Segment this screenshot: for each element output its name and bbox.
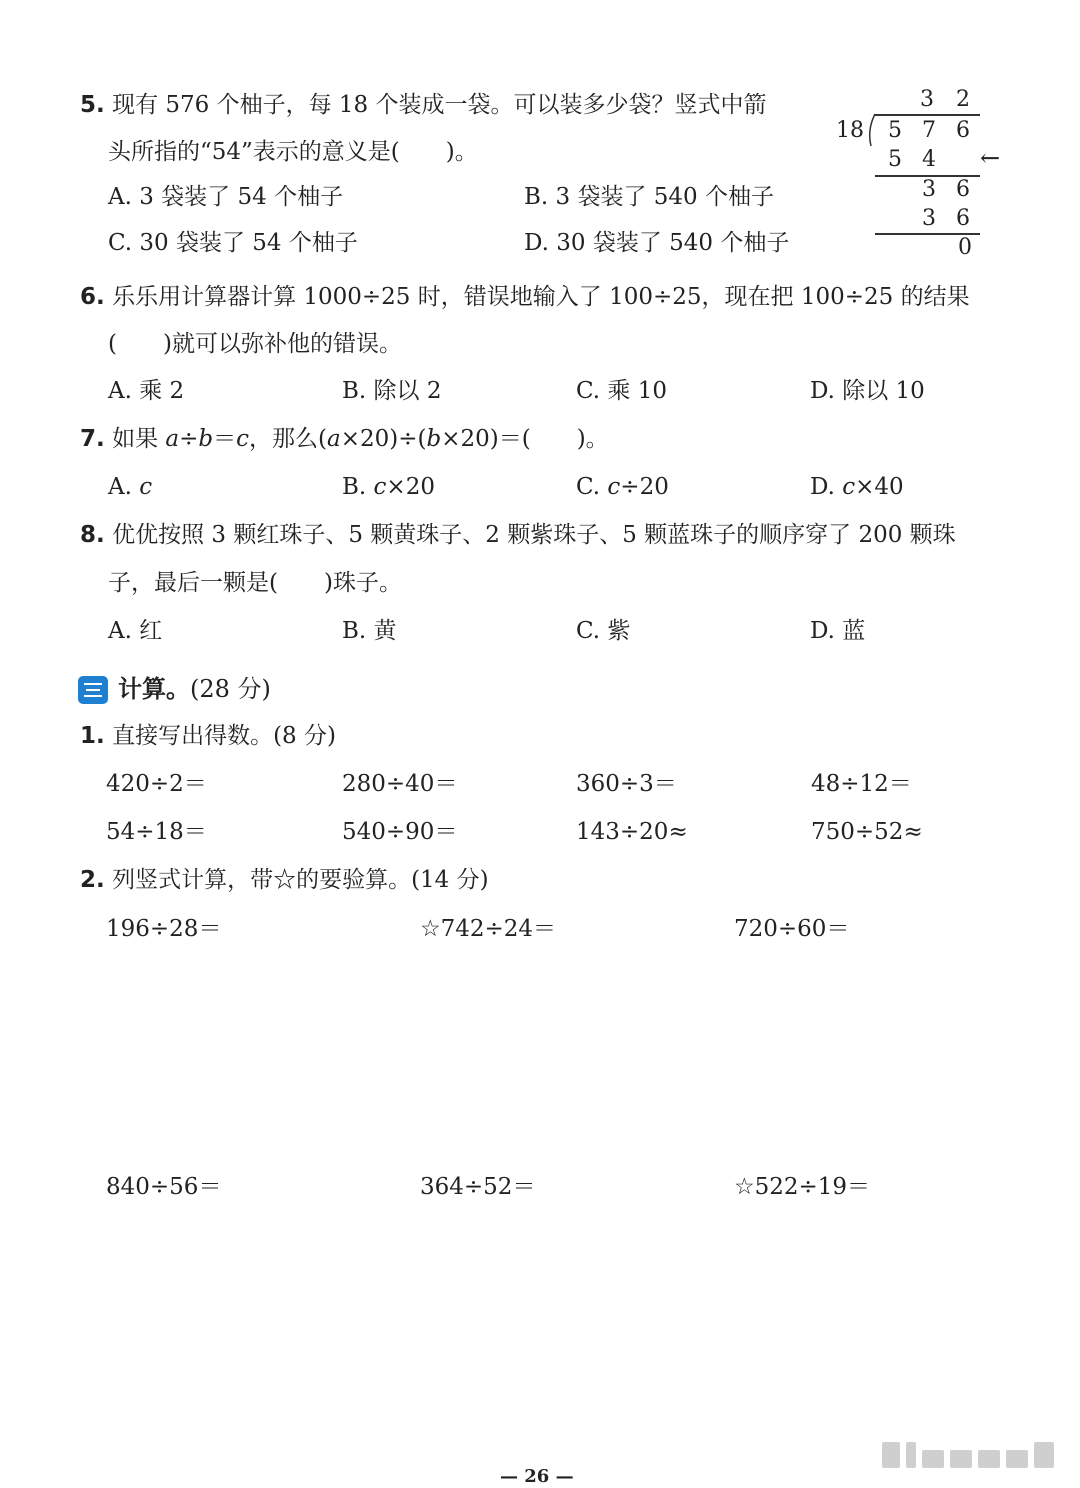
q6-text-1: 乐乐用计算器计算 1000÷25 时，错误地输入了 100÷25，现在把 100÷25 的结果: [112, 284, 970, 310]
option-text: ÷20: [620, 474, 669, 500]
division-bracket: [864, 113, 880, 147]
q7-option-b[interactable]: [342, 472, 435, 502]
q8-text-1: 优优按照 3 颗红珠子、5 颗黄珠子、2 颗紫珠子、5 颗蓝珠子的顺序穿了 200 颗珠: [112, 522, 956, 548]
q6-line1: [80, 282, 970, 312]
step1-digit-2: 4: [922, 147, 936, 172]
option-label: D.: [810, 474, 843, 500]
q7-var-a: a: [165, 426, 180, 452]
c1-expr-5: 54÷18＝: [106, 819, 207, 845]
c1-heading: [80, 721, 336, 751]
c2-expr-6: ☆522÷19＝: [734, 1174, 871, 1200]
q5-option-d[interactable]: D. 30 袋装了 540 个柚子: [524, 230, 790, 256]
page-number: — 26 —: [500, 1466, 574, 1487]
c2-expr-4: 840÷56＝: [106, 1174, 222, 1200]
step3-digit-1: 3: [922, 206, 936, 231]
q8-option-c[interactable]: C. 紫: [576, 618, 631, 644]
option-label: C.: [576, 474, 608, 500]
c2-expr-1: 196÷28＝: [106, 916, 222, 942]
q7-var-b: b: [198, 426, 214, 452]
section-three-title: [118, 674, 271, 704]
q7-text-part: ＝: [213, 426, 237, 452]
q5-line2: 头所指的“54”表示的意义是( )。: [108, 139, 478, 165]
quotient-digit-1: 3: [920, 87, 934, 112]
q7-text-part: 如果: [112, 426, 166, 452]
c1-expr-8: 750÷52≈: [811, 819, 923, 845]
q7-var-a: a: [326, 426, 341, 452]
option-label: A.: [108, 474, 140, 500]
dividend-digit-1: 5: [888, 118, 902, 143]
c1-number: 1.: [80, 723, 105, 749]
q7-number: 7.: [80, 426, 105, 452]
q8-number: 8.: [80, 522, 105, 548]
q6-number: 6.: [80, 284, 105, 310]
arrow-icon: ←: [980, 144, 1001, 172]
step2-digit-1: 3: [922, 177, 936, 202]
q6-option-c[interactable]: C. 乘 10: [576, 378, 667, 404]
section-points: (28 分): [190, 675, 271, 703]
q5-text-1: 现有 576 个柚子，每 18 个装成一袋。可以装多少袋？竖式中箭: [112, 92, 767, 118]
q7-text-part: ，那么(: [249, 426, 327, 452]
c1-expr-6: 540÷90＝: [342, 819, 458, 845]
c1-expr-3: 360÷3＝: [576, 771, 677, 797]
c2-heading: [80, 865, 489, 895]
quotient-digit-2: 2: [956, 87, 970, 112]
step2-digit-2: 6: [956, 177, 970, 202]
q6-option-a[interactable]: A. 乘 2: [108, 378, 185, 404]
q7-var-b: b: [426, 426, 442, 452]
q5-line1: [80, 90, 766, 120]
divisor: 18: [836, 118, 864, 143]
q7-text-part: ×20)＝( )。: [441, 426, 609, 452]
dividend-digit-3: 6: [956, 118, 970, 143]
q6-option-d[interactable]: D. 除以 10: [810, 378, 925, 404]
q7-option-a[interactable]: [108, 472, 152, 502]
dividend-digit-2: 7: [922, 118, 936, 143]
q7-line1: [80, 424, 609, 454]
q8-option-b[interactable]: B. 黄: [342, 618, 397, 644]
remainder: 0: [958, 235, 972, 260]
c2-number: 2.: [80, 867, 105, 893]
option-var: c: [139, 474, 153, 500]
watermark-logo-icon: [882, 1440, 1057, 1468]
c2-expr-5: 364÷52＝: [420, 1174, 536, 1200]
q7-var-c: c: [236, 426, 249, 452]
q7-option-d[interactable]: [810, 472, 904, 502]
option-text: ×40: [855, 474, 904, 500]
option-label: B.: [342, 474, 374, 500]
c1-text: 直接写出得数。(8 分): [112, 723, 336, 749]
step1-digit-1: 5: [888, 147, 902, 172]
q8-option-d[interactable]: D. 蓝: [810, 618, 866, 644]
division-bar: [875, 114, 980, 116]
option-text: ×20: [386, 474, 435, 500]
q6-line2: ( )就可以弥补他的错误。: [108, 331, 402, 357]
option-var: c: [842, 474, 856, 500]
c2-expr-3: 720÷60＝: [734, 916, 850, 942]
c1-expr-7: 143÷20≈: [576, 819, 688, 845]
c1-expr-2: 280÷40＝: [342, 771, 458, 797]
option-var: c: [373, 474, 387, 500]
q8-line2: 子，最后一颗是( )珠子。: [108, 570, 402, 596]
c2-text: 列竖式计算，带☆的要验算。(14 分): [112, 867, 489, 893]
q8-line1: [80, 520, 956, 550]
section-three-badge-icon: [78, 676, 108, 704]
c1-expr-4: 48÷12＝: [811, 771, 912, 797]
q5-number: 5.: [80, 92, 105, 118]
q7-text-part: ÷: [179, 426, 199, 452]
q7-option-c[interactable]: [576, 472, 669, 502]
q8-option-a[interactable]: A. 红: [108, 618, 163, 644]
step3-digit-2: 6: [956, 206, 970, 231]
q5-option-b[interactable]: B. 3 袋装了 540 个柚子: [524, 184, 774, 210]
q7-text-part: ×20)÷(: [340, 426, 427, 452]
section-title-text: 计算。: [118, 675, 190, 703]
option-var: c: [607, 474, 621, 500]
q5-option-a[interactable]: A. 3 袋装了 54 个柚子: [108, 184, 344, 210]
q6-option-b[interactable]: B. 除以 2: [342, 378, 442, 404]
c1-expr-1: 420÷2＝: [106, 771, 207, 797]
q5-option-c[interactable]: C. 30 袋装了 54 个柚子: [108, 230, 358, 256]
c2-expr-2: ☆742÷24＝: [420, 916, 557, 942]
